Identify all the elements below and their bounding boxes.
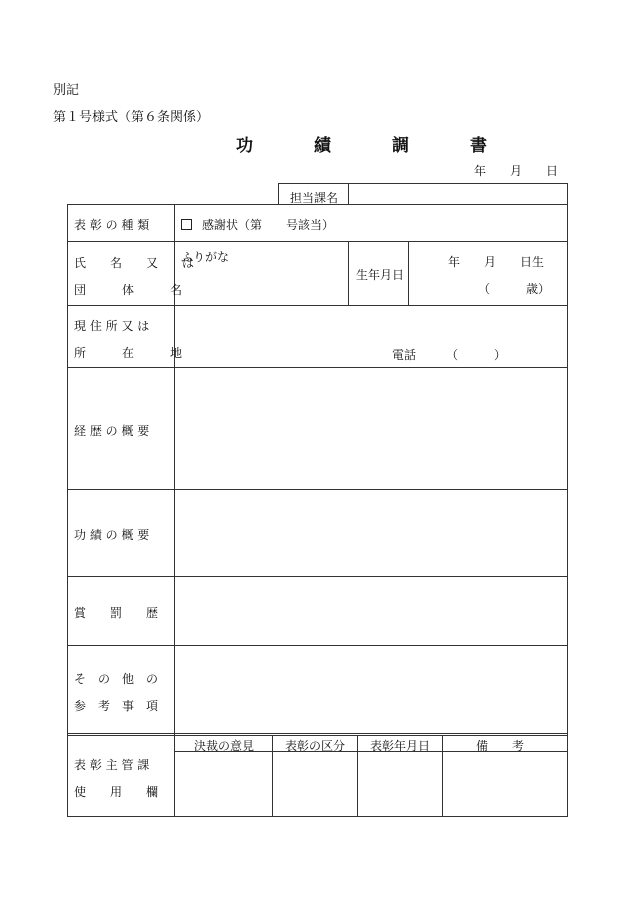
remarks-field[interactable] bbox=[446, 755, 563, 812]
birthdate-value[interactable]: 年 月 日生 bbox=[448, 255, 545, 269]
name-label-line2: 団 体 名 bbox=[74, 283, 183, 297]
other-label-line2: 参 考 事 項 bbox=[74, 699, 159, 713]
address-field[interactable] bbox=[180, 310, 560, 340]
merit-field[interactable] bbox=[180, 494, 562, 571]
career-label: 経 歴 の 概 要 bbox=[74, 424, 150, 438]
phone-field[interactable]: 電話 （ ） bbox=[392, 348, 507, 362]
career-field[interactable] bbox=[180, 372, 562, 484]
checkbox-icon[interactable] bbox=[181, 219, 192, 230]
responsible-section-field[interactable] bbox=[356, 189, 561, 203]
award-type-option-text: 感謝状（第 号該当） bbox=[202, 218, 335, 232]
merit-label: 功 績 の 概 要 bbox=[74, 528, 150, 542]
name-field[interactable] bbox=[180, 264, 344, 302]
page-title: 功 績 調 書 bbox=[236, 136, 509, 156]
rewards-label: 賞 罰 歴 bbox=[74, 606, 159, 620]
column-approval-opinion: 決裁の意見 bbox=[194, 739, 255, 753]
column-remarks: 備 考 bbox=[476, 739, 525, 753]
award-date-field[interactable] bbox=[361, 755, 438, 812]
other-field[interactable] bbox=[180, 650, 562, 728]
award-type-option[interactable] bbox=[181, 216, 334, 233]
address-label-line1: 現 住 所 又 は bbox=[74, 319, 150, 333]
date-line: 年 月 日 bbox=[474, 164, 559, 178]
other-label-line1: そ の 他 の bbox=[74, 672, 159, 686]
award-type-label: 表 彰 の 種 類 bbox=[74, 218, 150, 232]
birthdate-label: 生年月日 bbox=[356, 268, 405, 282]
office-label-line2: 使 用 欄 bbox=[74, 785, 159, 799]
rewards-field[interactable] bbox=[180, 581, 562, 640]
form-number: 第１号様式（第６条関係） bbox=[53, 110, 210, 125]
column-award-category: 表彰の区分 bbox=[285, 739, 346, 753]
office-label-line1: 表 彰 主 管 課 bbox=[74, 758, 150, 772]
appendix-label: 別記 bbox=[53, 83, 80, 98]
approval-opinion-field[interactable] bbox=[178, 755, 268, 812]
column-award-date: 表彰年月日 bbox=[370, 739, 431, 753]
address-label-line2: 所 在 地 bbox=[74, 346, 183, 360]
age-value[interactable]: （ 歳） bbox=[478, 282, 551, 296]
responsible-section-label: 担当課名 bbox=[290, 191, 339, 205]
award-category-field[interactable] bbox=[276, 755, 353, 812]
name-label-line1: 氏 名 又 は bbox=[74, 256, 195, 270]
furigana-label: ふりがな bbox=[181, 250, 230, 264]
